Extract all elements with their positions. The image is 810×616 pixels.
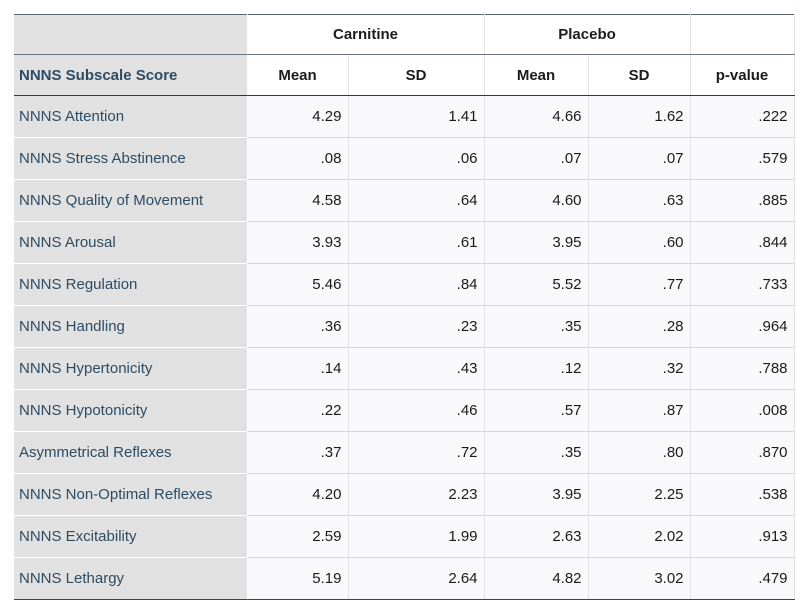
- cell-carnitine-sd: .64: [348, 180, 484, 222]
- table-row: [14, 474, 794, 516]
- table-row: [14, 516, 794, 558]
- cell-placebo-sd: 2.25: [588, 474, 690, 516]
- cell-carnitine-sd: .84: [348, 264, 484, 306]
- table-row: [14, 264, 794, 306]
- cell-placebo-mean: 2.63: [484, 516, 588, 558]
- cell-carnitine-sd: .43: [348, 348, 484, 390]
- cell-p-value: .538: [690, 474, 794, 516]
- table-row: [14, 390, 794, 432]
- cell-carnitine-mean: 5.19: [247, 558, 348, 600]
- table-row: [14, 96, 794, 138]
- cell-row-label: NNNS Attention: [14, 96, 247, 138]
- column-header-carnitine-sd: SD: [348, 55, 484, 96]
- table-row: [14, 306, 794, 348]
- cell-p-value: .788: [690, 348, 794, 390]
- group-header-placebo: Placebo: [484, 15, 690, 55]
- table-row: [14, 558, 794, 600]
- cell-placebo-sd: .32: [588, 348, 690, 390]
- cell-carnitine-mean: .08: [247, 138, 348, 180]
- cell-placebo-mean: 4.60: [484, 180, 588, 222]
- cell-placebo-sd: .77: [588, 264, 690, 306]
- cell-placebo-sd: 2.02: [588, 516, 690, 558]
- cell-placebo-sd: 3.02: [588, 558, 690, 600]
- cell-carnitine-sd: 1.41: [348, 96, 484, 138]
- cell-row-label: NNNS Lethargy: [14, 558, 247, 600]
- group-header-row: [14, 15, 794, 55]
- table-body: [14, 96, 794, 600]
- cell-placebo-mean: .07: [484, 138, 588, 180]
- cell-carnitine-sd: 2.23: [348, 474, 484, 516]
- table-row: [14, 180, 794, 222]
- column-header-row: [14, 55, 794, 96]
- group-header-stub: [14, 15, 247, 55]
- cell-carnitine-mean: 3.93: [247, 222, 348, 264]
- cell-p-value: .222: [690, 96, 794, 138]
- cell-placebo-mean: 5.52: [484, 264, 588, 306]
- cell-p-value: .870: [690, 432, 794, 474]
- cell-placebo-mean: .35: [484, 432, 588, 474]
- cell-carnitine-sd: .46: [348, 390, 484, 432]
- cell-row-label: NNNS Quality of Movement: [14, 180, 247, 222]
- cell-carnitine-mean: .14: [247, 348, 348, 390]
- table-row: [14, 222, 794, 264]
- cell-placebo-mean: 4.82: [484, 558, 588, 600]
- cell-carnitine-sd: .23: [348, 306, 484, 348]
- cell-carnitine-mean: 4.29: [247, 96, 348, 138]
- cell-placebo-sd: .87: [588, 390, 690, 432]
- cell-p-value: .964: [690, 306, 794, 348]
- cell-p-value: .008: [690, 390, 794, 432]
- cell-p-value: .885: [690, 180, 794, 222]
- cell-carnitine-mean: .37: [247, 432, 348, 474]
- cell-row-label: Asymmetrical Reflexes: [14, 432, 247, 474]
- cell-carnitine-mean: .22: [247, 390, 348, 432]
- cell-carnitine-sd: .72: [348, 432, 484, 474]
- column-header-subscale: NNNS Subscale Score: [14, 55, 247, 96]
- cell-row-label: NNNS Regulation: [14, 264, 247, 306]
- table-row: [14, 432, 794, 474]
- cell-placebo-sd: .28: [588, 306, 690, 348]
- cell-placebo-sd: 1.62: [588, 96, 690, 138]
- results-table-container: [14, 14, 794, 600]
- cell-carnitine-sd: 1.99: [348, 516, 484, 558]
- cell-placebo-sd: .63: [588, 180, 690, 222]
- cell-placebo-sd: .07: [588, 138, 690, 180]
- cell-p-value: .479: [690, 558, 794, 600]
- group-header-carnitine: Carnitine: [247, 15, 484, 55]
- cell-carnitine-sd: 2.64: [348, 558, 484, 600]
- cell-carnitine-sd: .06: [348, 138, 484, 180]
- cell-p-value: .844: [690, 222, 794, 264]
- cell-carnitine-mean: 4.58: [247, 180, 348, 222]
- cell-row-label: NNNS Handling: [14, 306, 247, 348]
- cell-row-label: NNNS Hypotonicity: [14, 390, 247, 432]
- cell-placebo-mean: 3.95: [484, 474, 588, 516]
- column-header-placebo-mean: Mean: [484, 55, 588, 96]
- cell-row-label: NNNS Arousal: [14, 222, 247, 264]
- column-header-placebo-sd: SD: [588, 55, 690, 96]
- nnns-results-table: [14, 14, 795, 600]
- cell-placebo-sd: .80: [588, 432, 690, 474]
- cell-placebo-mean: .35: [484, 306, 588, 348]
- cell-row-label: NNNS Excitability: [14, 516, 247, 558]
- cell-carnitine-mean: 2.59: [247, 516, 348, 558]
- group-header-pvalue: [690, 15, 794, 55]
- cell-carnitine-sd: .61: [348, 222, 484, 264]
- cell-placebo-mean: .57: [484, 390, 588, 432]
- cell-placebo-mean: 4.66: [484, 96, 588, 138]
- table-row: [14, 348, 794, 390]
- column-header-carnitine-mean: Mean: [247, 55, 348, 96]
- cell-p-value: .913: [690, 516, 794, 558]
- cell-placebo-mean: .12: [484, 348, 588, 390]
- cell-carnitine-mean: .36: [247, 306, 348, 348]
- cell-carnitine-mean: 4.20: [247, 474, 348, 516]
- cell-row-label: NNNS Non-Optimal Reflexes: [14, 474, 247, 516]
- cell-p-value: .733: [690, 264, 794, 306]
- column-header-p-value: p-value: [690, 55, 794, 96]
- cell-p-value: .579: [690, 138, 794, 180]
- cell-row-label: NNNS Hypertonicity: [14, 348, 247, 390]
- cell-row-label: NNNS Stress Abstinence: [14, 138, 247, 180]
- table-row: [14, 138, 794, 180]
- cell-placebo-mean: 3.95: [484, 222, 588, 264]
- cell-placebo-sd: .60: [588, 222, 690, 264]
- cell-carnitine-mean: 5.46: [247, 264, 348, 306]
